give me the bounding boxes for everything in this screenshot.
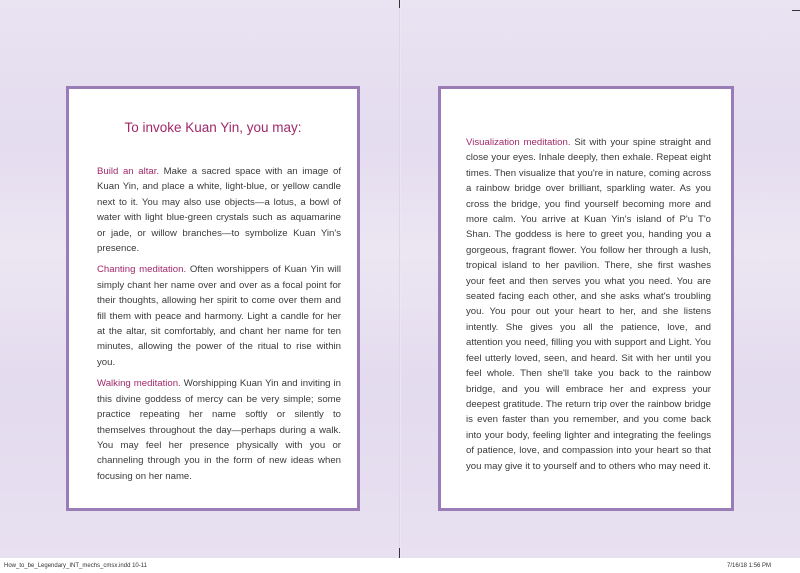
paragraph-chanting-meditation	[97, 262, 341, 370]
footer-date: 7/16/18 1:56 PM	[727, 563, 772, 569]
paragraph-walking-meditation	[97, 376, 341, 484]
paragraph-text: Make a sacred space with an image of Kuan Yin, and place a white, light-blue, or yellow candle next to it. You may also use objects—a lotus, a bowl of water with light blue-green crystals such as aquamarine or jade, or willow branches—to symbolize Kuan Yin's presence.	[97, 166, 341, 255]
left-page-panel	[66, 86, 360, 511]
paragraph-build-altar	[97, 164, 341, 256]
paragraph-text: Worshipping Kuan Yin and inviting in this divine goddess of mercy can be very simple; some practice repeating her name softly or silently to themselves throughout the day—perhaps during a walk. You may feel her presence physically with you or channeling through you in the form of new ideas when focusing on her name.	[97, 378, 341, 482]
paragraph-text: Sit with your spine straight and close your eyes. Inhale deeply, then exhale. Repeat eight times. Then visualize that you're in nature, coming across a rainbow bridge over brilliant, sparkling water. As you cross the bridge, you find yourself becoming more and more calm. You arrive at Kuan Yin's island of P'u T'o Shan. The goddess is here to greet you, handing you a gorgeous, fragrant flower. You follow her through a lush, tropical island to her pavilion. There, she first washes your feet and then serves you what you need. You are seated facing each other, and she asks what's troubling you. You pour out your heart to her, and she listens intently. She gives you all the patience, love, and attention you need, filling you with support and Light. You feel utterly loved, seen, and heard. Sit with her until you feel whole. Then she'll take you back to the rainbow bridge, and you will embrace her and express your deepest gratitude. The return trip over the rainbow bridge is even faster than you remember, and you come back into your body, feeling lighter and integrating the feelings of patience, love, and compassion into your heart so that you may give it to yourself and to others who may need it.	[466, 137, 711, 472]
crop-mark-bottom	[399, 548, 400, 558]
paragraph-lead: Visualization meditation.	[466, 137, 571, 148]
right-page-panel	[438, 86, 734, 511]
paragraph-visualization-meditation	[466, 135, 711, 474]
paragraph-lead: Walking meditation.	[97, 378, 181, 390]
paragraph-lead: Chanting meditation.	[97, 264, 187, 276]
page-gutter	[399, 0, 401, 558]
right-body-text	[466, 135, 711, 480]
paragraph-text: Often worshippers of Kuan Yin will simply chant her name over and over as a focal point for their thoughts, allowing her spirit to come over them and fill them with peace and harmony. Light a candle for her at the altar, sit comfortably, and chant her name for ten minutes, allowing the power of the ritual to rise within you.	[97, 264, 341, 368]
paragraph-lead: Build an altar.	[97, 166, 160, 177]
crop-mark-top	[399, 0, 400, 8]
crop-mark-right	[792, 10, 800, 11]
footer-filename: How_to_be_Legendary_INT_mechs_cmsx.indd 10-11	[4, 563, 147, 569]
page-heading: To invoke Kuan Yin, you may:	[124, 120, 302, 135]
left-body-text	[97, 164, 341, 490]
